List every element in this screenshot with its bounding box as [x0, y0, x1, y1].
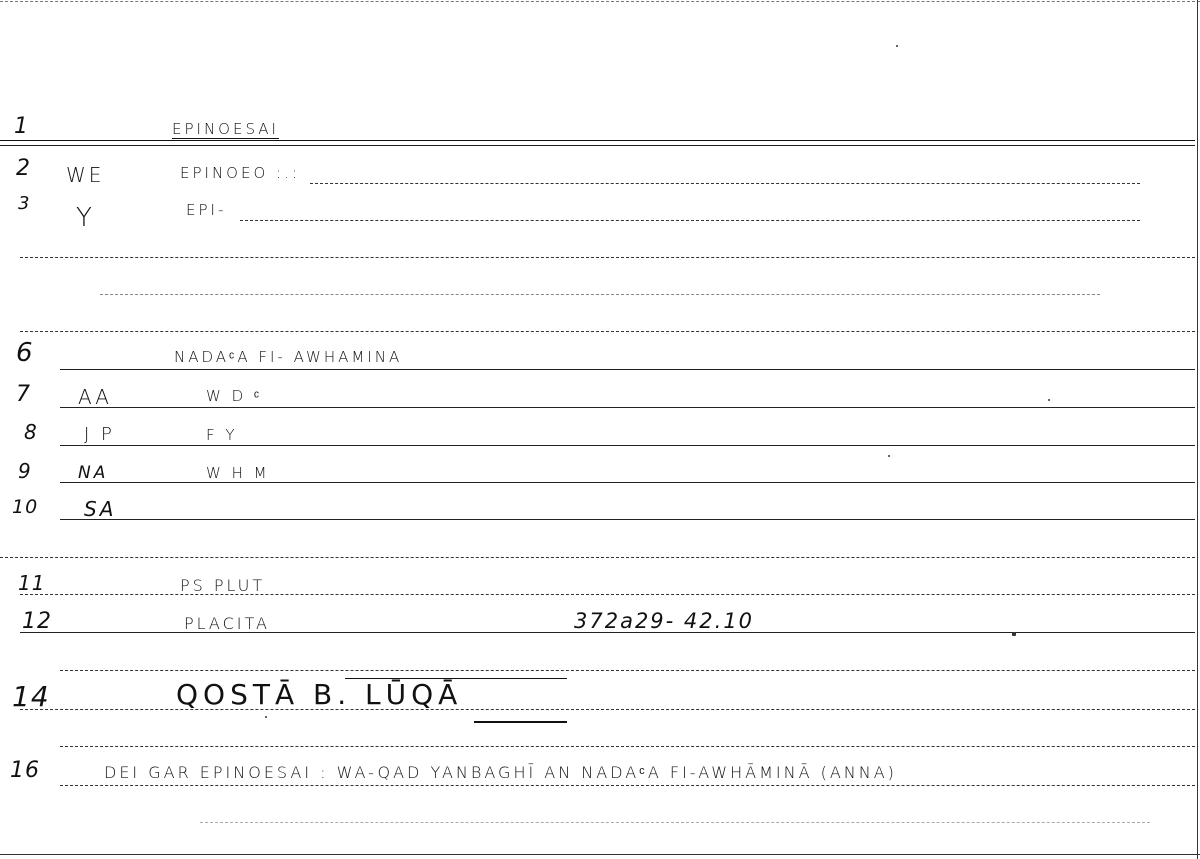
- source-abbreviation: AA: [78, 385, 112, 409]
- speck: [1012, 632, 1016, 636]
- entry-term: PLACITA: [184, 614, 270, 633]
- rule-line: [310, 183, 1140, 184]
- source-abbreviation: J P: [84, 424, 115, 445]
- rule-line: [60, 785, 1195, 786]
- rule-line: [60, 746, 1195, 747]
- rule-line: [60, 407, 1195, 408]
- card-bottom-edge: [0, 854, 1200, 855]
- source-abbreviation: NA: [78, 463, 109, 483]
- rule-line: [100, 294, 1100, 295]
- row-number: 1: [14, 114, 29, 139]
- speck: [1048, 399, 1050, 401]
- row-number: 2: [16, 156, 31, 181]
- rule-line: [474, 721, 567, 723]
- rule-line: [345, 678, 567, 679]
- speck: [888, 455, 890, 457]
- speck: [265, 716, 267, 718]
- row-number: 10: [12, 496, 39, 518]
- card-top-edge: [0, 1, 1200, 2]
- rule-line: [20, 257, 1195, 258]
- passage-reference: 372a29- 42.10: [574, 609, 755, 633]
- rule-line: [200, 822, 1150, 823]
- rule-line: [240, 220, 1140, 221]
- rule-line: [60, 369, 1195, 370]
- source-abbreviation: Y: [76, 203, 95, 233]
- source-abbreviation: SA: [84, 497, 117, 521]
- row-number: 14: [12, 680, 50, 713]
- entry-term: EPINOESAI: [172, 120, 279, 138]
- entry-term: W H M: [206, 464, 270, 482]
- row-number: 6: [16, 338, 34, 368]
- rule-line: [60, 445, 1195, 446]
- card-right-edge: [1197, 0, 1198, 859]
- row-number: 7: [16, 382, 31, 407]
- row-number: 12: [22, 609, 52, 634]
- rule-line: [0, 140, 1195, 141]
- row-number: 9: [18, 459, 32, 483]
- source-abbreviation: WE: [66, 163, 105, 187]
- quotation-text: DEI GAR EPINOESAI : WA-QAD YANBAGHĪ AN NADAᶜA FI-AWHĀMINĀ (ANNA): [104, 763, 897, 782]
- entry-term: F Y: [206, 426, 238, 444]
- rule-line: [60, 519, 1195, 520]
- entry-term: EPINOEO :.:: [180, 164, 300, 182]
- rule-line: [0, 145, 1195, 146]
- rule-line: [20, 331, 1195, 332]
- entry-term: NADAᶜA FI- AWHAMINA: [174, 348, 403, 366]
- rule-line: [0, 557, 1195, 558]
- author-name: QOSTĀ B. LŪQĀ: [176, 678, 463, 711]
- rule-line: [60, 482, 1195, 483]
- rule-line: [60, 670, 1195, 671]
- entry-term: W D ᶜ: [206, 387, 263, 405]
- row-number: 16: [10, 758, 40, 783]
- row-number: 3: [18, 193, 31, 214]
- entry-term: EPI-: [186, 201, 227, 219]
- speck: [896, 45, 898, 47]
- row-number: 11: [18, 571, 46, 595]
- row-number: 8: [24, 420, 38, 444]
- entry-term: PS PLUT: [180, 576, 266, 595]
